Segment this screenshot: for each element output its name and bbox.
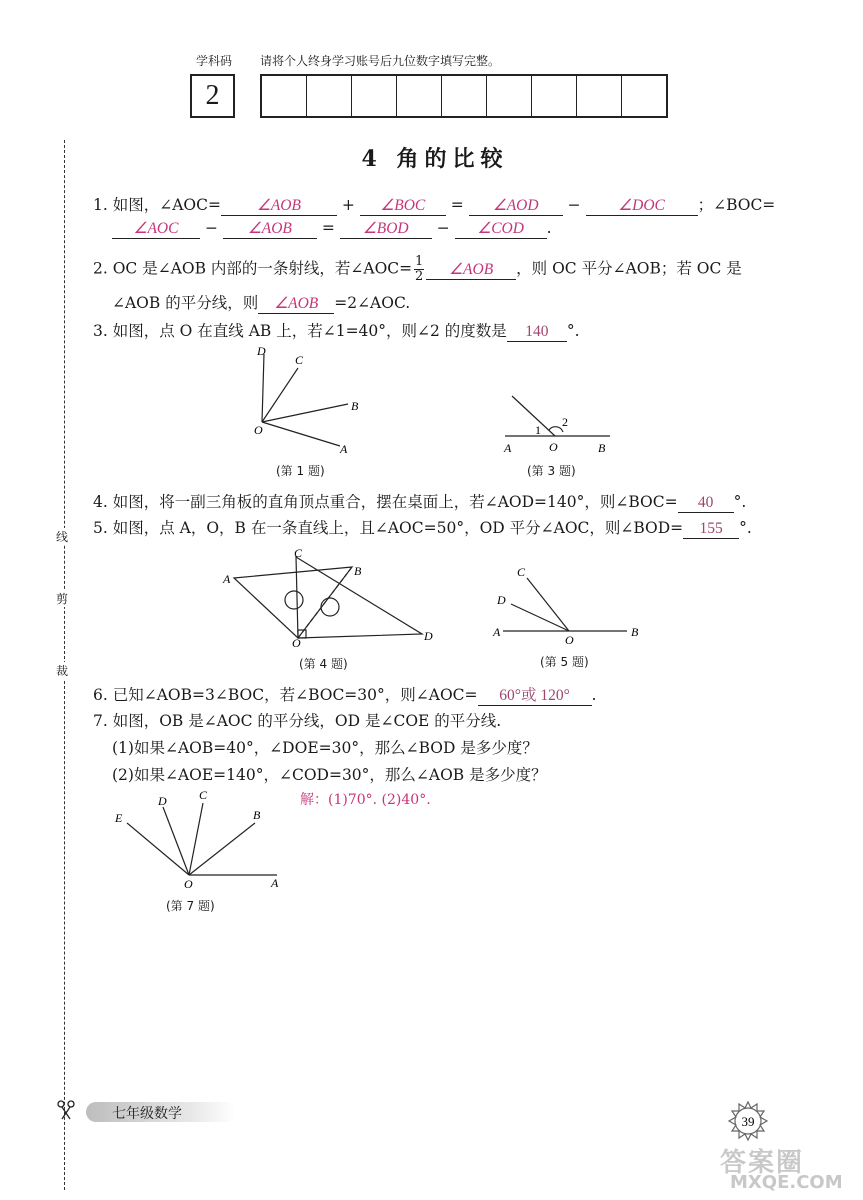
question-6 [93,683,596,706]
subject-code-label: 学科码 [196,54,233,68]
q1-answer-7: ∠BOD [340,219,432,239]
question-2-line2 [112,291,410,314]
cut-label-line: 线 [56,530,69,544]
ray-oc [189,803,203,875]
q1-answer-8: ∠COD [455,219,547,239]
label-b: B [253,808,261,822]
q1-op: − [436,219,450,237]
ray-angle [512,396,555,436]
q2-mid: ，则 OC 平分∠AOB；若 OC 是 [516,259,742,278]
figure-4 [220,545,440,655]
q1-prefix: 1. 如图，∠AOC= [93,196,221,214]
label-a: A [271,876,279,890]
q6-answer: 60°或 120° [478,683,592,706]
label-c: C [294,546,303,560]
label-b: B [598,441,606,455]
triangle-1 [234,567,352,638]
label-angle-2: 2 [562,415,568,429]
id-digit-box[interactable] [442,76,487,116]
label-c: C [295,353,304,367]
caption-fig4: (第 4 题) [299,657,348,671]
q2-line2-suffix: =2∠AOC. [334,294,411,312]
q1-answer-3: ∠AOD [469,196,563,216]
figure-1 [240,340,370,470]
label-a: A [223,572,231,586]
q5-answer: 155 [683,520,739,539]
label-e: E [115,811,123,825]
question-3 [93,319,580,342]
q1-answer-4: ∠DOC [586,196,698,216]
hole-2 [321,598,339,616]
label-o: O [184,877,193,891]
label-a: A [340,442,348,456]
label-d: D [257,344,266,358]
id-digit-box[interactable] [622,76,666,116]
label-a: A [504,441,512,455]
label-b: B [631,625,639,639]
instruction-text: 请将个人终身学习账号后九位数字填写完整。 [260,54,501,68]
q3-unit: °. [566,322,580,340]
q1-op: + [341,196,355,214]
ray-oc [527,578,569,631]
footer-book-title: 七年级数学 [112,1106,182,1122]
page-number-badge [727,1100,769,1142]
page-title: 4 角的比较 [361,146,509,172]
q3-text: 3. 如图，点 O 在直线 AB 上，若∠1=40°，则∠2 的度数是 [93,322,507,340]
caption-fig5: (第 5 题) [540,655,589,669]
id-digit-box[interactable] [307,76,352,116]
id-digit-box[interactable] [577,76,622,116]
frac-num: 1 [415,254,424,269]
q6-unit: . [591,686,597,704]
cut-label-trim: 裁 [56,664,69,678]
q4-answer: 40 [678,494,734,513]
q2-prefix: 2. OC 是∠AOB 内部的一条射线，若∠AOC= [93,259,413,278]
q4-unit: °. [733,493,747,511]
watermark-url: MXQE.COM [730,1172,843,1193]
caption-fig3: (第 3 题) [527,464,576,478]
q1-op: − [204,219,218,237]
id-digit-box[interactable] [487,76,532,116]
q1-op: = [321,219,335,237]
q1-answer-1: ∠AOB [221,196,337,216]
hole-1 [285,591,303,609]
label-c: C [517,565,526,579]
watermark-text: 答案圈 [720,1148,805,1178]
ray-oc [262,368,298,422]
question-1-line2 [112,219,552,239]
cut-label-cut: 剪 [56,592,69,606]
q1-answer-6: ∠AOB [223,219,317,239]
q5-unit: °. [739,519,752,537]
q1-answer-5: ∠AOC [112,219,200,239]
question-2-line1 [93,255,742,284]
question-7-part-1: (1)如果∠AOB=40°，∠DOE=30°，那么∠BOD 是多少度？ [112,739,538,757]
label-d: D [424,629,433,643]
q5-text: 5. 如图，点 A，O，B 在一条直线上，且∠AOC=50°，OD 平分∠AOC，则∠BOD= [93,519,684,537]
q4-text: 4. 如图，将一副三角板的直角顶点重合，摆在桌面上，若∠AOD=140°，则∠BOC= [93,493,678,511]
label-o: O [292,636,301,650]
frac-den: 2 [415,269,424,284]
id-digit-box[interactable] [532,76,577,116]
figure-3 [500,390,625,465]
q1-op: − [567,196,581,214]
caption-fig7: (第 7 题) [166,899,215,913]
label-d: D [158,794,167,808]
q1-op: = [450,196,464,214]
q2-answer-1: ∠AOB [426,260,516,280]
ray-ob [189,823,255,875]
label-b: B [354,564,362,578]
question-1-line1 [93,193,775,216]
subject-code-box [190,74,235,118]
figure-7 [105,785,290,895]
label-d: D [497,593,506,607]
ray-oa [262,422,340,446]
q1-end: . [546,219,552,237]
q7-solution: 解：(1)70°. (2)40°. [300,792,431,808]
label-c: C [199,788,208,802]
label-o: O [549,440,558,454]
question-4 [93,490,746,513]
question-5 [93,516,752,539]
subject-code: 2 [205,80,220,111]
label-o: O [565,633,574,645]
angle-arc [549,427,563,432]
q6-text: 6. 已知∠AOB=3∠BOC，若∠BOC=30°，则∠AOC= [93,686,478,704]
fraction-half [414,255,424,284]
q2-answer-2: ∠AOB [258,294,334,314]
label-a: A [493,625,501,639]
label-o: O [254,423,263,437]
ray-od [262,354,264,422]
id-digit-box[interactable] [352,76,397,116]
q1-answer-2: ∠BOC [360,196,446,216]
page-number: 39 [741,1114,755,1129]
question-7: 7. 如图，OB 是∠AOC 的平分线，OD 是∠COE 的平分线. [93,712,502,730]
label-b: B [351,399,359,413]
figure-5 [485,560,650,645]
scissors-icon [56,1100,76,1120]
question-7-part-2: (2)如果∠AOE=140°，∠COD=30°，那么∠AOB 是多少度？ [112,766,547,784]
q2-line2-prefix: ∠AOB 的平分线，则 [112,294,259,312]
caption-fig1: (第 1 题) [276,464,325,478]
label-angle-1: 1 [535,423,541,437]
ray-ob [262,404,348,422]
id-digit-box[interactable] [397,76,442,116]
q3-answer: 140 [507,323,567,342]
account-id-boxes[interactable] [260,74,668,118]
id-digit-box[interactable] [262,76,307,116]
q1-mid: ；∠BOC= [697,196,776,214]
ray-od [511,604,569,631]
